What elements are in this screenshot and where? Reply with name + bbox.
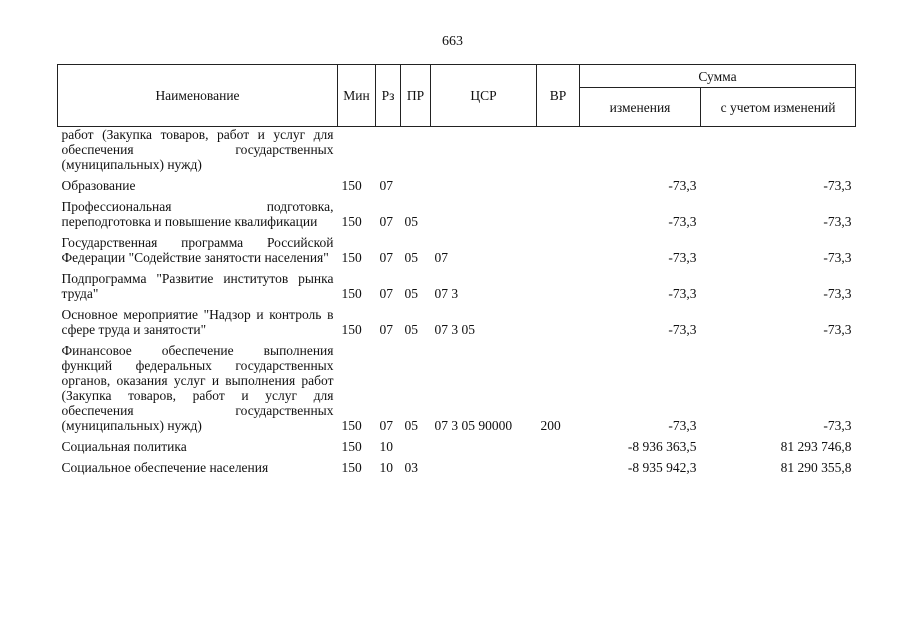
header-sum: Сумма	[580, 65, 856, 88]
cell-total: -73,3	[823, 286, 852, 301]
cell-vr	[537, 174, 580, 195]
cell-pr	[401, 435, 431, 456]
cell-change: -8 936 363,5	[627, 439, 697, 454]
cell-pr: 05	[404, 286, 418, 301]
cell-min: 150	[341, 439, 362, 454]
header-with-change: с учетом изменений	[701, 88, 856, 127]
cell-pr: 03	[404, 460, 418, 475]
cell-name: Профессиональная подготовка, переподготовка и повышение квалификации	[61, 199, 334, 229]
cell-vr	[537, 456, 580, 477]
cell-pr	[401, 127, 431, 175]
header-rz: Рз	[376, 65, 401, 127]
cell-vr	[537, 127, 580, 175]
cell-vr	[537, 231, 580, 267]
budget-table	[57, 64, 856, 477]
table-row	[58, 339, 856, 435]
cell-rz: 07	[379, 178, 393, 193]
cell-vr	[537, 267, 580, 303]
cell-rz: 07	[379, 322, 393, 337]
cell-total: 81 290 355,8	[780, 460, 852, 475]
cell-min: 150	[341, 322, 362, 337]
cell-name: Финансовое обеспечение выполнения функций федеральных государственных органов, оказания услуг и выполнения работ (Закупка товаров, работ и услуг для обеспечения государственных (муниципальных) нужд)	[61, 343, 334, 433]
cell-total: 81 293 746,8	[780, 439, 852, 454]
cell-vr: 200	[540, 418, 561, 433]
header-min: Мин	[338, 65, 376, 127]
cell-vr	[537, 435, 580, 456]
page-number: 663	[442, 34, 463, 49]
cell-name: Социальное обеспечение населения	[61, 460, 269, 475]
cell-name: Образование	[61, 178, 136, 193]
cell-min: 150	[341, 214, 362, 229]
cell-change: -73,3	[668, 418, 697, 433]
cell-name: работ (Закупка товаров, работ и услуг для обеспечения государственных (муниципальных) нужд)	[61, 127, 334, 172]
cell-total: -73,3	[823, 250, 852, 265]
table-row	[58, 456, 856, 477]
cell-csr	[431, 174, 537, 195]
header-csr: ЦСР	[431, 65, 537, 127]
table-row	[58, 435, 856, 456]
cell-vr	[537, 195, 580, 231]
cell-csr: 07 3	[434, 286, 459, 301]
cell-min: 150	[341, 178, 362, 193]
cell-change: -73,3	[668, 178, 697, 193]
table-row	[58, 267, 856, 303]
cell-rz: 07	[379, 286, 393, 301]
header-change: изменения	[580, 88, 701, 127]
cell-change: -73,3	[668, 322, 697, 337]
cell-pr: 05	[404, 418, 418, 433]
cell-change: -73,3	[668, 250, 697, 265]
cell-csr	[431, 195, 537, 231]
cell-rz: 10	[379, 460, 393, 475]
header-pr: ПР	[401, 65, 431, 127]
cell-total: -73,3	[823, 322, 852, 337]
cell-change: -73,3	[668, 214, 697, 229]
cell-name: Подпрограмма "Развитие институтов рынка труда"	[61, 271, 334, 301]
cell-total: -73,3	[823, 418, 852, 433]
cell-name: Основное мероприятие "Надзор и контроль в сфере труда и занятости"	[61, 307, 334, 337]
cell-change: -73,3	[668, 286, 697, 301]
cell-pr: 05	[404, 322, 418, 337]
cell-pr: 05	[404, 250, 418, 265]
table-row	[58, 195, 856, 231]
cell-min: 150	[341, 418, 362, 433]
cell-change	[580, 127, 701, 175]
cell-change: -8 935 942,3	[627, 460, 697, 475]
cell-min: 150	[341, 460, 362, 475]
cell-total: -73,3	[823, 214, 852, 229]
cell-csr: 07 3 05	[434, 322, 475, 337]
cell-rz: 10	[379, 439, 393, 454]
cell-min: 150	[341, 286, 362, 301]
cell-pr: 05	[404, 214, 418, 229]
cell-vr	[537, 303, 580, 339]
cell-pr	[401, 174, 431, 195]
cell-rz: 07	[379, 214, 393, 229]
table-row	[58, 127, 856, 175]
cell-total	[701, 127, 856, 175]
cell-min	[338, 127, 376, 175]
cell-name: Социальная политика	[61, 439, 187, 454]
cell-csr	[431, 435, 537, 456]
cell-total: -73,3	[823, 178, 852, 193]
table-row	[58, 231, 856, 267]
cell-csr: 07	[434, 250, 448, 265]
cell-rz: 07	[379, 418, 393, 433]
header-name: Наименование	[58, 65, 338, 127]
cell-csr: 07 3 05 90000	[434, 418, 513, 433]
cell-rz: 07	[379, 250, 393, 265]
cell-min: 150	[341, 250, 362, 265]
table-row	[58, 303, 856, 339]
cell-name: Государственная программа Российской Федерации "Содействие занятости населения"	[61, 235, 334, 265]
header-vr: ВР	[537, 65, 580, 127]
cell-rz	[376, 127, 401, 175]
cell-csr	[431, 127, 537, 175]
table-row	[58, 174, 856, 195]
cell-csr	[431, 456, 537, 477]
